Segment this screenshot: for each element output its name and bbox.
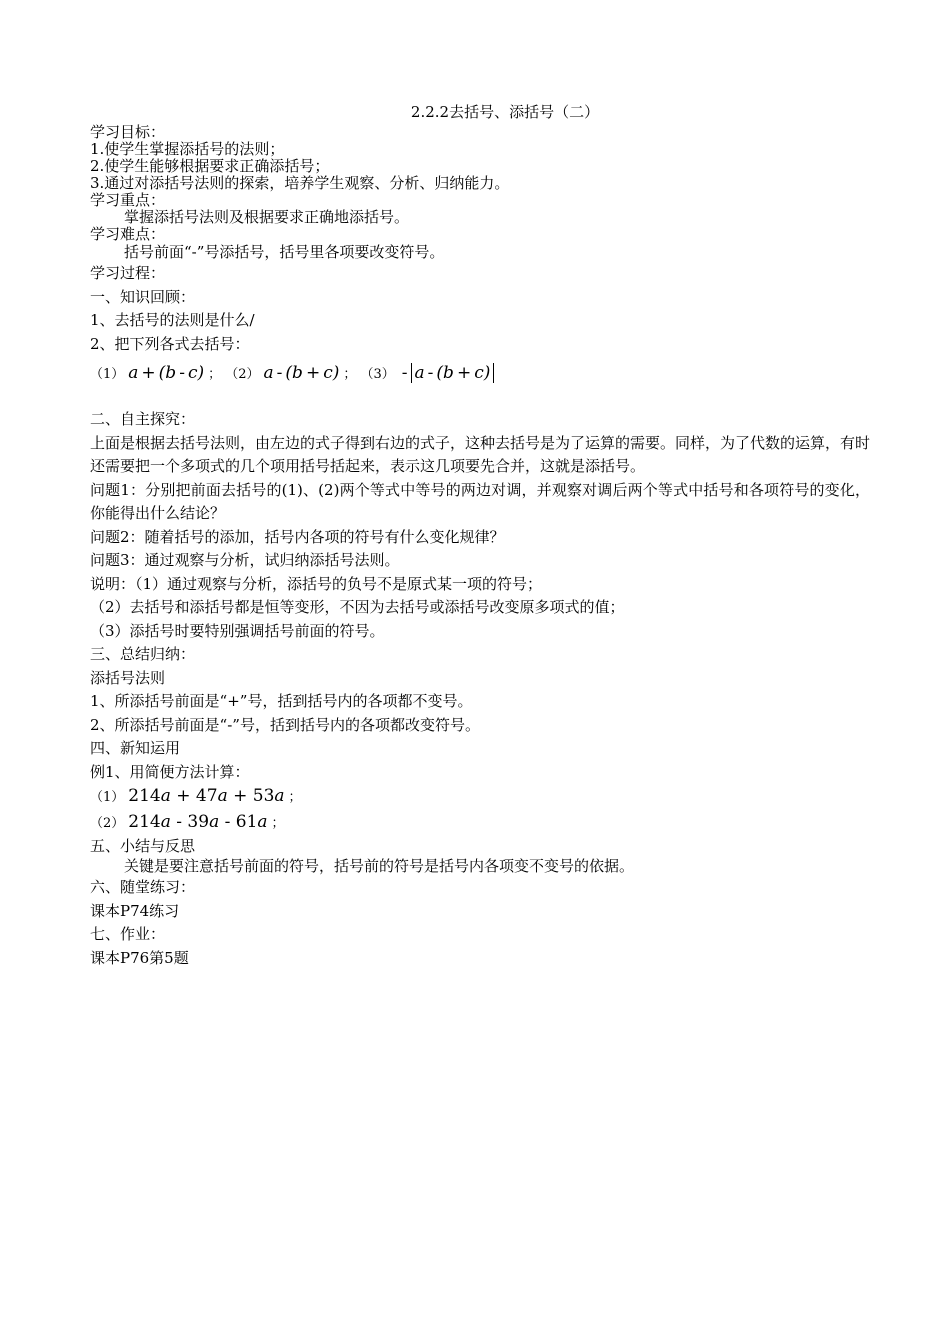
key-points-text: 掌握添括号法则及根据要求正确地添括号。 — [124, 208, 410, 226]
homework-text: 课本P76第5题 — [90, 948, 189, 967]
document-title: 2.2.2去括号、添括号（二） — [410, 103, 600, 121]
expression-separator: ； — [343, 367, 357, 382]
objective-item: 3.通过对添括号法则的探索，培养学生观察、分析、归纳能力。 — [90, 174, 510, 192]
example-separator: ； — [288, 790, 302, 805]
reflect-text: 关键是要注意括号前面的符号，括号前的符号是括号内各项变不变号的依据。 — [124, 857, 635, 875]
apply-heading: 四、新知运用 — [90, 739, 181, 757]
example-expression-2: 214a - 39a - 61a — [128, 812, 268, 832]
practice-heading: 六、随堂练习： — [90, 878, 196, 896]
example-separator: ； — [271, 816, 285, 831]
review-heading: 一、知识回顾： — [90, 287, 196, 306]
difficulties-text: 括号前面“-”号添括号，括号里各项要改变符号。 — [124, 243, 445, 261]
expression-label: （2） — [225, 367, 260, 382]
difficulties-heading: 学习难点： — [90, 225, 166, 243]
example-label: （1） — [90, 790, 125, 805]
example-expression-row — [90, 810, 870, 836]
summary-heading: 三、总结归纳： — [90, 645, 196, 663]
note-2: （2）去括号和添括号都是恒等变形，不因为去括号或添括号改变原多项式的值； — [90, 598, 625, 616]
review-question-2: 2、把下列各式去括号： — [90, 334, 250, 353]
problem-3: 问题3：通过观察与分析，试归纳添括号法则。 — [90, 551, 400, 569]
rule-1: 1、所添括号前面是“+”号，括到括号内的各项都不变号。 — [90, 692, 473, 710]
review-question-1: 1、去括号的法则是什么/ — [90, 311, 255, 329]
problem-2: 问题2：随着括号的添加，括号内各项的符号有什么变化规律？ — [90, 527, 505, 546]
process-heading: 学习过程： — [90, 264, 166, 282]
rule-2: 2、所添括号前面是“-”号，括到括号内的各项都改变符号。 — [90, 715, 480, 734]
objectives-heading: 学习目标： — [90, 123, 166, 141]
expression-2: a - (b + c) — [263, 363, 340, 383]
reflect-heading: 五、小结与反思 — [90, 837, 196, 855]
example-expression-row — [90, 784, 870, 810]
practice-text: 课本P74练习 — [90, 901, 180, 920]
expression-separator: ； — [208, 367, 222, 382]
expression-label: （1） — [90, 367, 125, 382]
objective-item: 2.使学生能够根据要求正确添括号； — [90, 157, 330, 175]
expression-1: a + (b - c) — [128, 363, 205, 383]
key-points-heading: 学习重点： — [90, 191, 166, 209]
example-label: （2） — [90, 816, 125, 831]
explore-intro: 上面是根据去括号法则，由左边的式子得到右边的式子，这种去括号是为了运算的需要。同样，为了代数的运算，有时还需要把一个多项式的几个项用括号括起来，表示这几项要先合并，这就是添括号。 — [90, 433, 871, 475]
explore-heading: 二、自主探究： — [90, 410, 196, 428]
homework-heading: 七、作业： — [90, 925, 166, 943]
expression-3: - a - (b + c) — [399, 363, 495, 383]
objective-item: 1.使学生掌握添括号的法则； — [90, 140, 285, 158]
document-page — [90, 102, 870, 970]
expression-label: （3） — [360, 367, 395, 382]
note-1: 说明：（1）通过观察与分析，添括号的负号不是原式某一项的符号； — [90, 574, 543, 593]
example-expression-1: 214a + 47a + 53a — [128, 786, 285, 806]
problem-1: 问题1：分别把前面去括号的(1)、(2)两个等式中等号的两边对调，并观察对调后两个等式中括号和各项符号的变化，你能得出什么结论？ — [90, 480, 870, 522]
example-1: 例1、用简便方法计算： — [90, 762, 250, 781]
note-3: （3）添括号时要特别强调括号前面的符号。 — [90, 621, 385, 640]
rule-title: 添括号法则 — [90, 668, 166, 687]
review-expressions — [90, 356, 870, 392]
